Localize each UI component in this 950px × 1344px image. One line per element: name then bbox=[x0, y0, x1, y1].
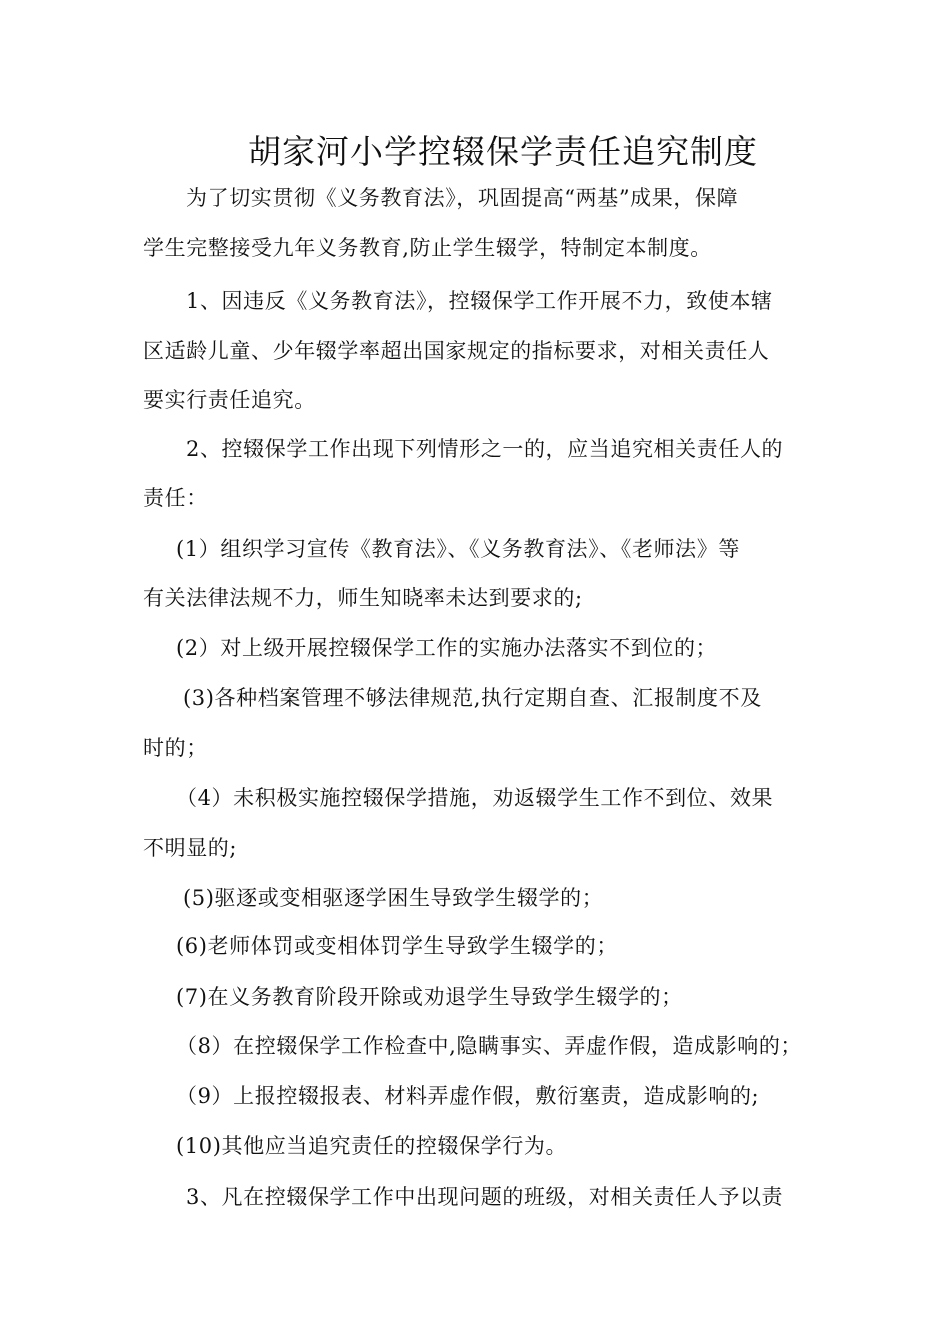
paragraph-line: （8）在控辍保学工作检查中,隐瞒事实、弄虚作假，造成影响的； bbox=[176, 1034, 803, 1058]
paragraph-line: 时的； bbox=[143, 736, 208, 760]
paragraph-line: (7)在义务教育阶段开除或劝退学生导致学生辍学的； bbox=[176, 985, 683, 1009]
paragraph-line: 1、因违反《义务教育法》，控辍保学工作开展不力，致使本辖 bbox=[186, 289, 773, 313]
paragraph-line: （9）上报控辍报表、材料弄虚作假，敷衍塞责，造成影响的; bbox=[176, 1084, 760, 1108]
paragraph-line: （4）未积极实施控辍保学措施，劝返辍学生工作不到位、效果 bbox=[176, 786, 774, 810]
paragraph-line: 区适龄儿童、少年辍学率超出国家规定的指标要求，对相关责任人 bbox=[143, 339, 770, 363]
paragraph-line: (1）组织学习宣传《教育法》、《义务教育法》、《老师法》等 bbox=[176, 537, 740, 561]
paragraph-line: (5)驱逐或变相驱逐学困生导致学生辍学的； bbox=[183, 886, 604, 910]
paragraph-line: (10)其他应当追究责任的控辍保学行为。 bbox=[176, 1134, 568, 1158]
paragraph-line: (3)各种档案管理不够法律规范,执行定期自查、汇报制度不及 bbox=[183, 686, 762, 710]
paragraph-line: 责任： bbox=[143, 486, 208, 510]
paragraph-line: (6)老师体罚或变相体罚学生导致学生辍学的； bbox=[176, 934, 618, 958]
paragraph-line: 学生完整接受九年义务教育,防止学生辍学，特制定本制度。 bbox=[143, 236, 712, 260]
paragraph-line: (2）对上级开展控辍保学工作的实施办法落实不到位的； bbox=[176, 636, 718, 660]
paragraph-line: 3、凡在控辍保学工作中出现问题的班级，对相关责任人予以责 bbox=[186, 1185, 784, 1209]
paragraph-line: 要实行责任追究。 bbox=[143, 388, 316, 412]
paragraph-line: 不明显的; bbox=[143, 836, 238, 860]
document-title: 胡家河小学控辍保学责任追究制度 bbox=[248, 132, 758, 171]
paragraph-line: 为了切实贯彻《义务教育法》，巩固提高“两基”成果，保障 bbox=[186, 186, 739, 210]
paragraph-line: 有关法律法规不力，师生知晓率未达到要求的; bbox=[143, 586, 583, 610]
paragraph-line: 2、控辍保学工作出现下列情形之一的，应当追究相关责任人的 bbox=[186, 437, 784, 461]
